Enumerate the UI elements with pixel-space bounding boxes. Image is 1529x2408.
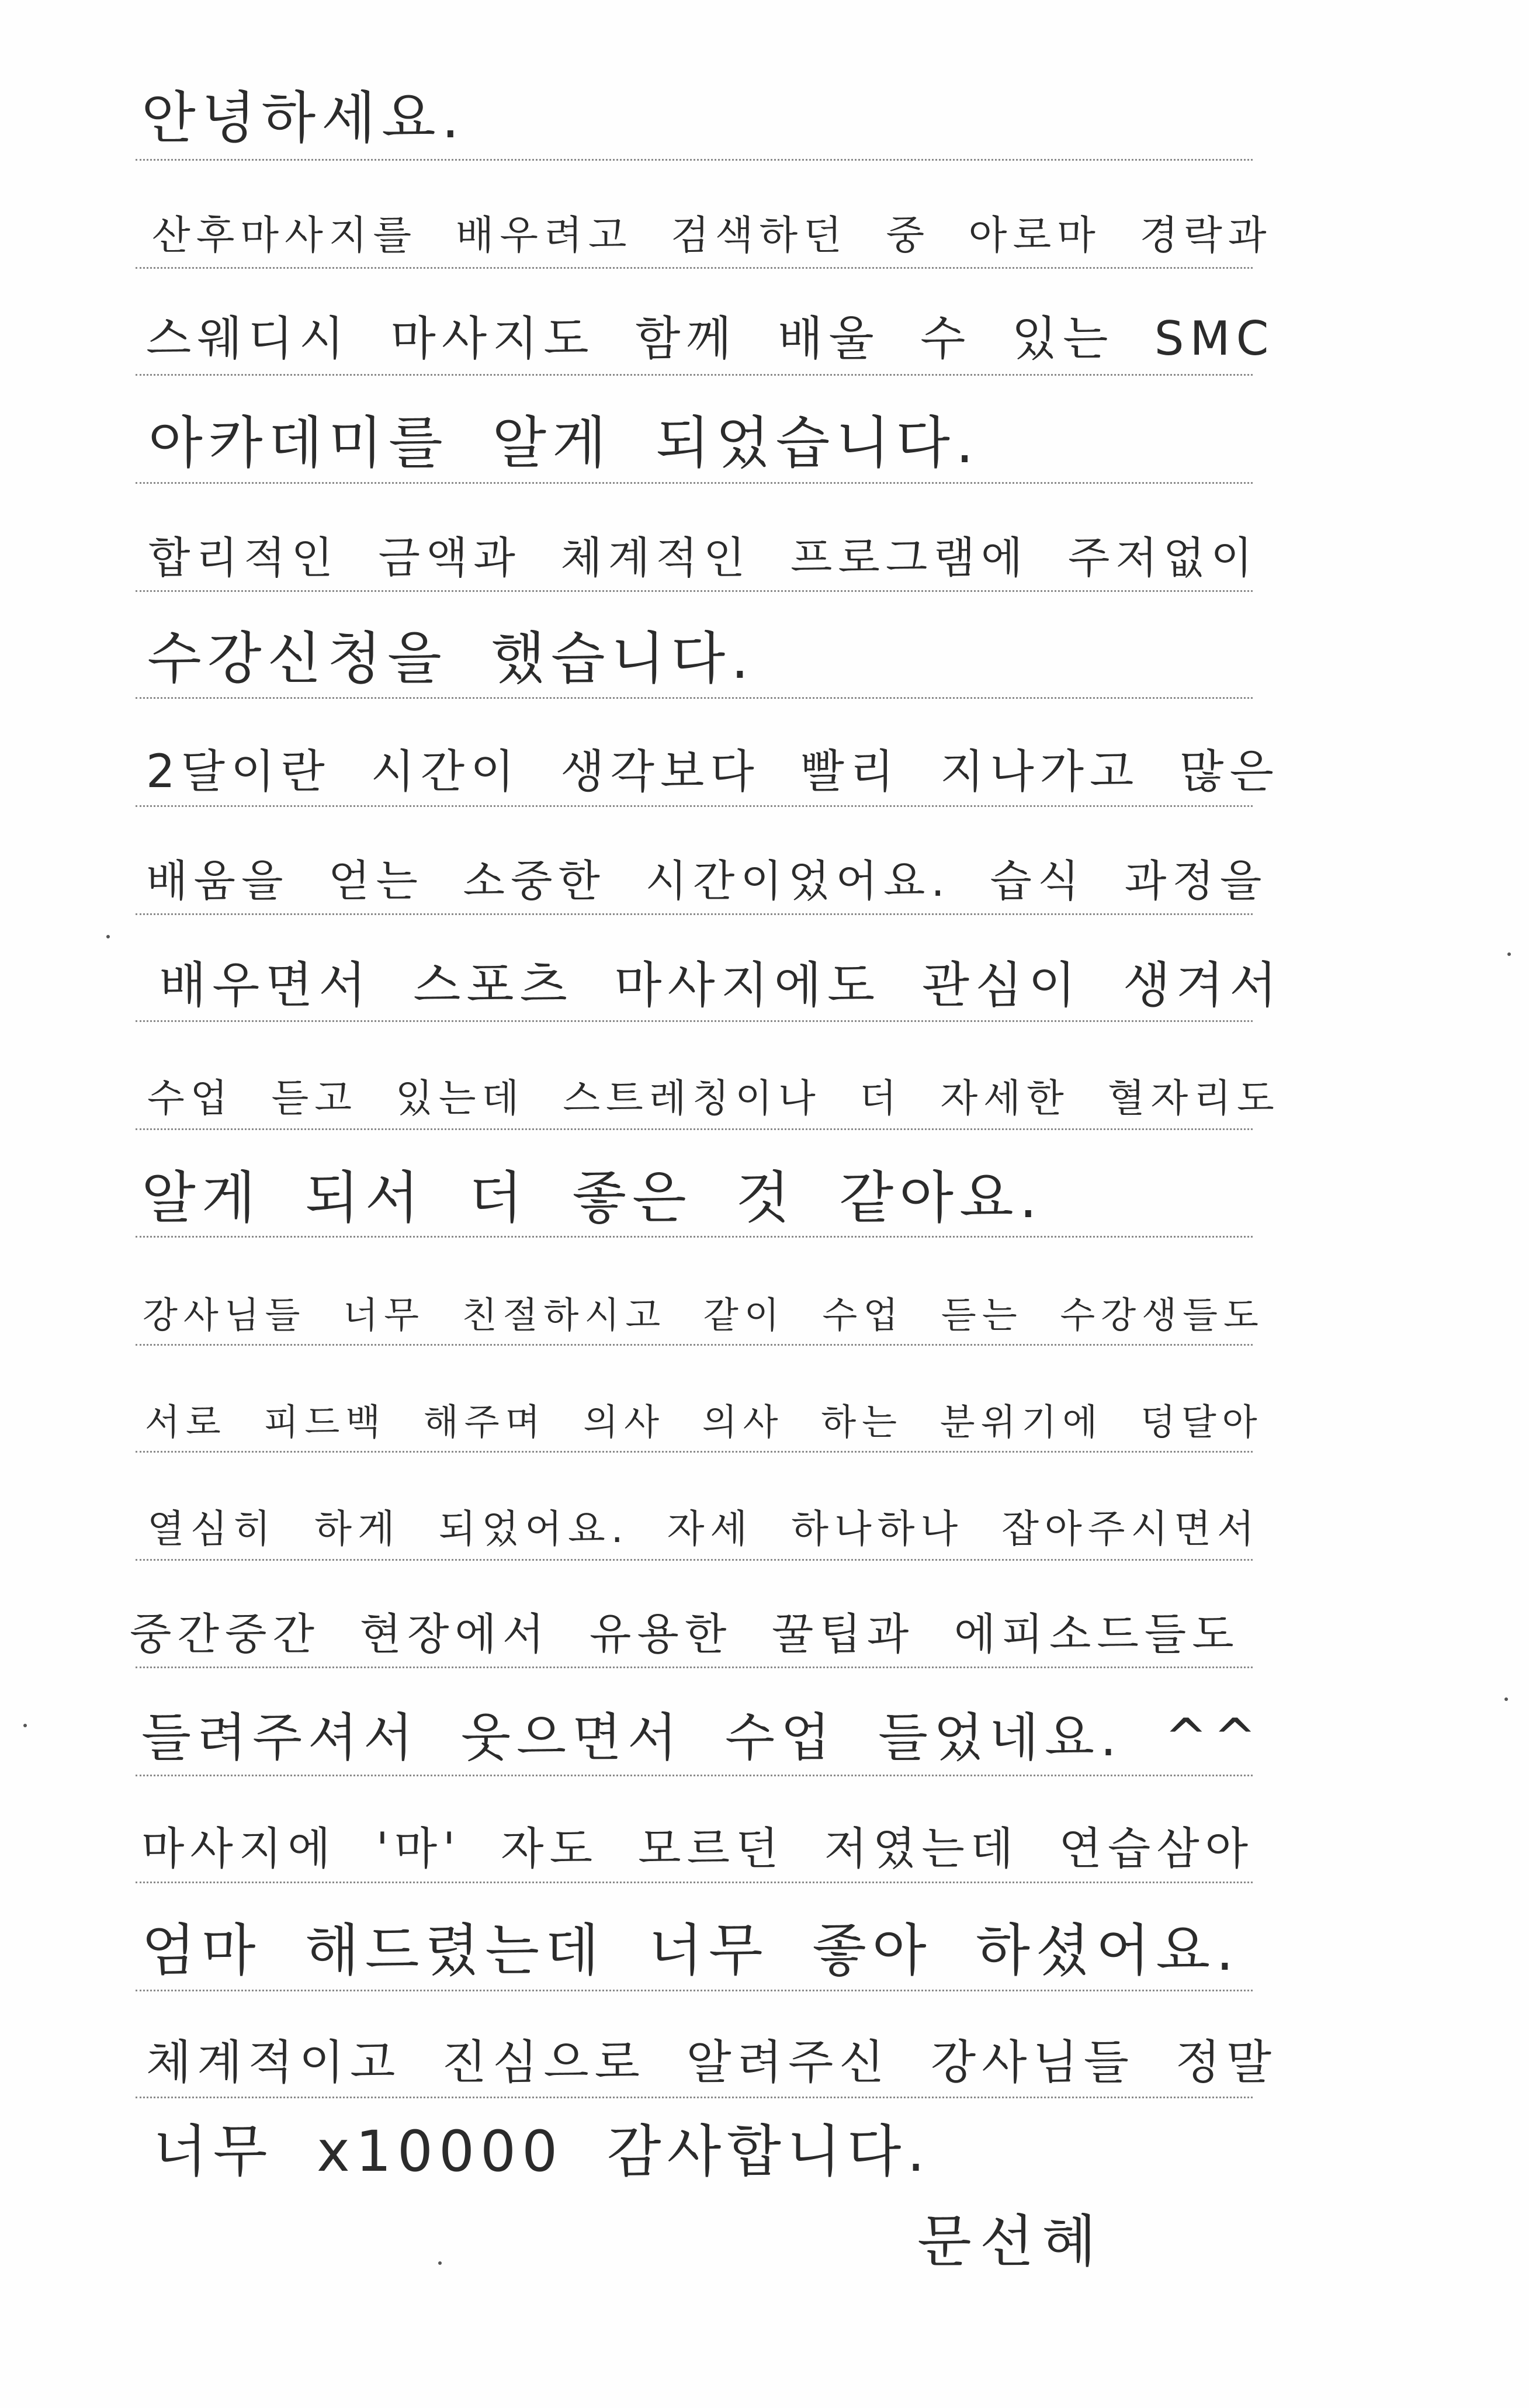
letter-line: 산후마사지를 배우려고 검색하던 중 아로마 경락과 <box>152 213 1273 259</box>
ruled-line <box>136 482 1253 484</box>
paper-speck <box>1504 1697 1508 1701</box>
ruled-line <box>136 1128 1253 1130</box>
letter-line: 합리적인 금액과 체계적인 프로그램에 주저없이 <box>148 533 1258 583</box>
letter-line: 안녕하세요. <box>141 85 466 151</box>
ruled-line <box>136 1882 1253 1883</box>
letter-line: 아카데미를 알게 되었습니다. <box>148 410 980 476</box>
letter-line: 수업 듣고 있는데 스트레칭이나 더 자세한 혈자리도 <box>147 1076 1280 1121</box>
letter-line: 너무 x10000 감사합니다. <box>153 2119 931 2184</box>
ruled-line <box>136 267 1253 269</box>
ruled-line <box>136 1990 1253 1991</box>
ruled-line <box>136 1344 1253 1346</box>
paper-speck <box>1507 952 1511 956</box>
ruled-line <box>136 1451 1253 1453</box>
letter-line: 열심히 하게 되었어요. 자세 하나하나 잡아주시면서 <box>147 1506 1260 1551</box>
letter-line: 마사지에 '마' 자도 모르던 저였는데 연습삼아 <box>141 1823 1254 1875</box>
ruled-line <box>136 374 1253 376</box>
paper-speck <box>106 935 110 938</box>
ruled-lines <box>130 0 1283 2184</box>
letter-line: 서로 피드백 해주며 의사 의사 하는 분위기에 덩달아 <box>145 1401 1263 1443</box>
letter-line: 2달이란 시간이 생각보다 빨리 지나가고 많은 <box>146 746 1280 798</box>
letter-line: 알게 되서 더 좋은 것 같아요. <box>141 1165 1043 1231</box>
letter-line: 중간중간 현장에서 유용한 꿀팁과 에피소드들도 <box>130 1609 1240 1659</box>
letter-line: 배우면서 스포츠 마사지에도 관심이 생겨서 <box>159 957 1283 1014</box>
paper-speck <box>23 1724 27 1727</box>
ruled-line <box>136 697 1253 699</box>
ruled-line <box>136 1666 1253 1668</box>
ruled-line <box>136 1559 1253 1561</box>
ruled-line <box>136 590 1253 592</box>
ruled-line <box>136 1775 1253 1776</box>
ruled-line <box>136 1020 1253 1022</box>
letter-line: 엄마 해드렸는데 너무 좋아 하셨어요. <box>141 1918 1240 1983</box>
ruled-line <box>136 1236 1253 1238</box>
paper-speck <box>438 2261 442 2265</box>
letter-line: 배움을 얻는 소중한 시간이었어요. 습식 과정을 <box>146 856 1268 906</box>
letter-line: 수강신청을 했습니다. <box>147 626 755 691</box>
ruled-line <box>136 805 1253 807</box>
signature: 문선혜 <box>917 2209 1105 2274</box>
letter-line: 체계적이고 진심으로 알려주신 강사님들 정말 <box>146 2035 1278 2090</box>
letter-line: 스웨디시 마사지도 함께 배울 수 있는 SMC <box>146 311 1275 366</box>
ruled-line <box>136 159 1253 161</box>
ruled-line <box>136 2097 1253 2098</box>
ruled-line <box>136 913 1253 915</box>
letter-line: 들려주셔서 웃으면서 수업 들었네요. ^^ <box>141 1707 1263 1768</box>
letter-line: 강사님들 너무 친절하시고 같이 수업 듣는 수강생들도 <box>143 1294 1264 1336</box>
